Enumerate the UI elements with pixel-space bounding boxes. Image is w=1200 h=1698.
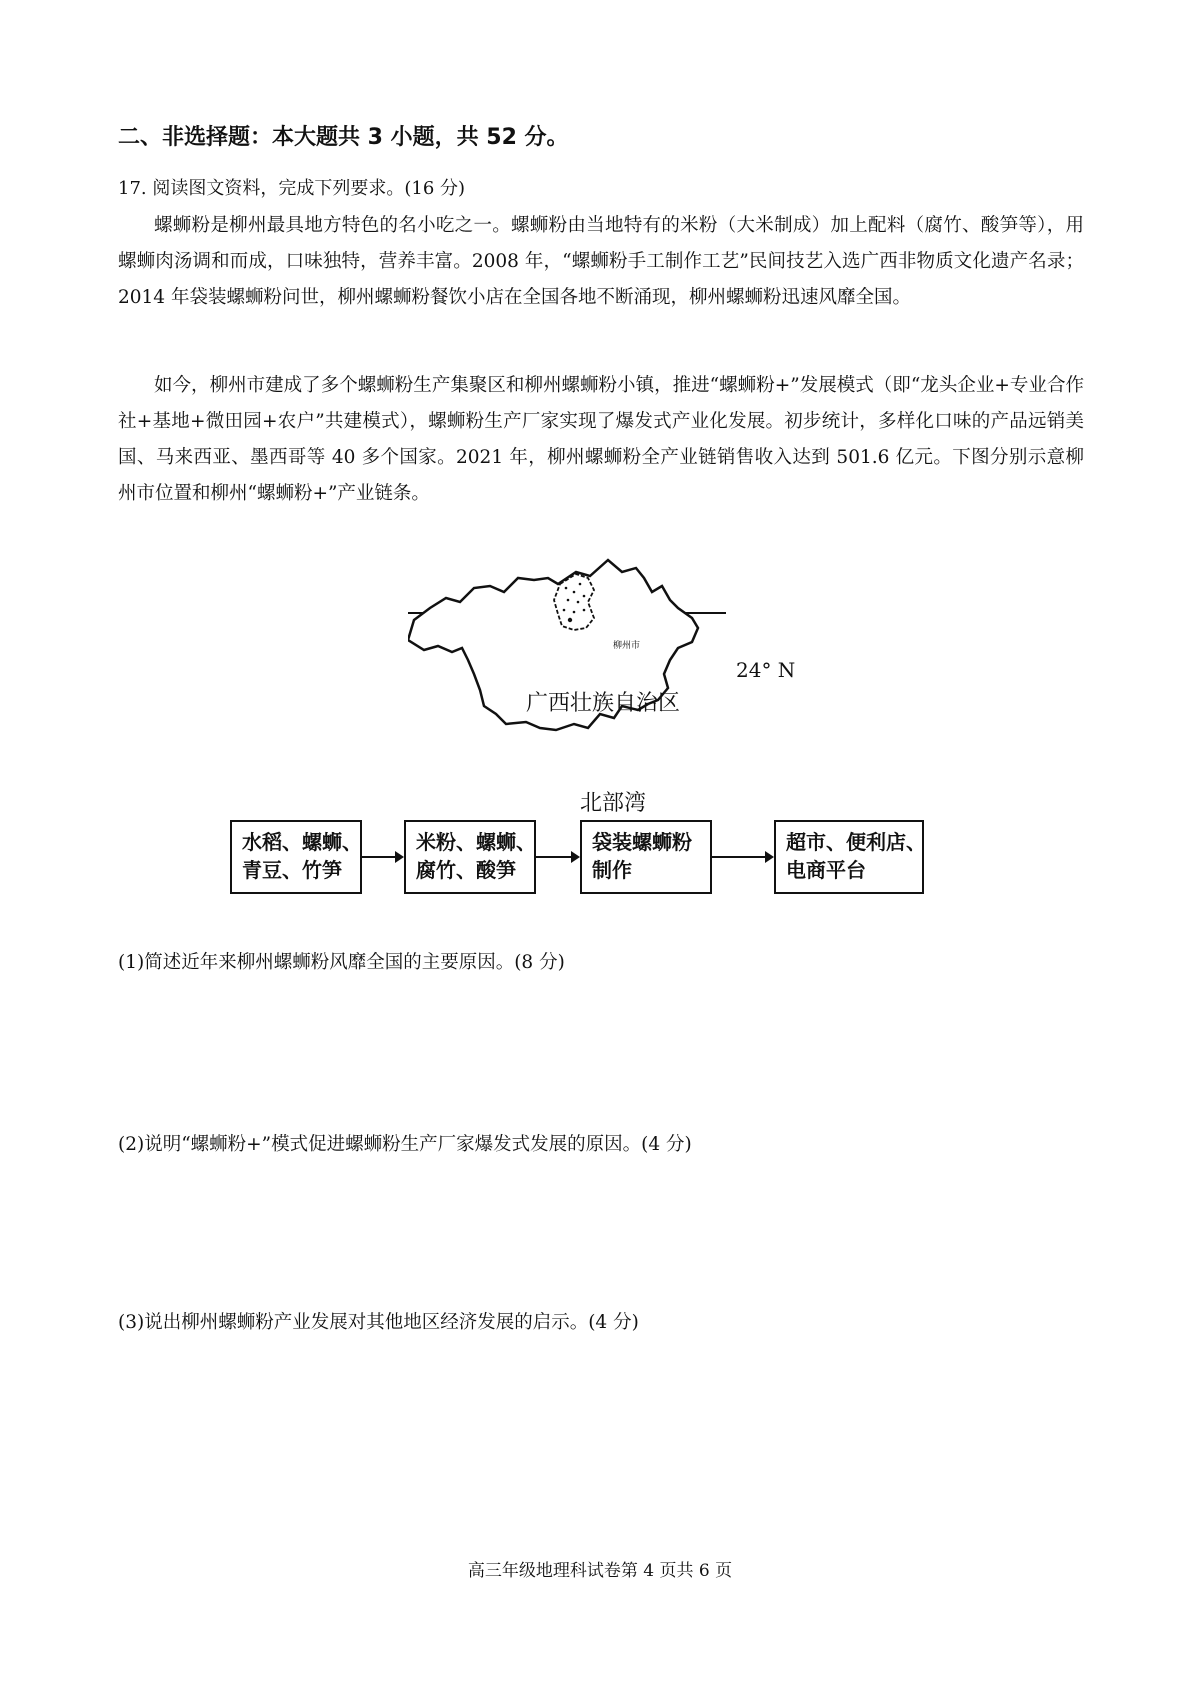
subquestion-3: (3)说出柳州螺蛳粉产业发展对其他地区经济发展的启示。(4 分) xyxy=(118,1312,639,1333)
page-footer: 高三年级地理科试卷第 4 页共 6 页 xyxy=(467,1561,733,1581)
liuzhou-city-label: 柳州市 xyxy=(613,641,641,651)
guangxi-location-map xyxy=(408,558,828,828)
subquestion-2: (2)说明“螺蛳粉+”模式促进螺蛳粉生产厂家爆发式发展的原因。(4 分) xyxy=(118,1134,692,1155)
chain-arrow-2 xyxy=(536,856,578,858)
chain-arrow-3 xyxy=(712,856,772,858)
latitude-label: 24° N xyxy=(736,658,796,682)
industry-chain-diagram xyxy=(230,820,990,910)
material-paragraph-1: 螺蛳粉是柳州最具地方特色的名小吃之一。螺蛳粉由当地特有的米粉（大米制成）加上配料（腐竹、酸笋等），用螺蛳肉汤调和而成，口味独特，营养丰富。2008 年，“螺蛳粉手工制作工艺”民间技艺入选广西非物质文化遗产名录；2014 年袋装螺蛳粉问世，柳州螺蛳粉餐饮小店在全国各地不断涌现，柳州螺蛳粉迅速风靡全国。 xyxy=(118,215,1084,308)
region-label: 广西壮族自治区 xyxy=(526,691,681,716)
question-heading: 17. 阅读图文资料，完成下列要求。(16 分) xyxy=(118,178,466,199)
chain-arrow-1 xyxy=(362,856,402,858)
gulf-label: 北部湾 xyxy=(580,791,647,816)
chain-box-production: 袋装螺蛳粉 制作 xyxy=(580,820,712,894)
chain-box-ingredients: 米粉、螺蛳、 腐竹、酸笋 xyxy=(404,820,536,894)
material-paragraph-2: 如今，柳州市建成了多个螺蛳粉生产集聚区和柳州螺蛳粉小镇，推进“螺蛳粉+”发展模式（即“龙头企业+专业合作社+基地+微田园+农户”共建模式），螺蛳粉生产厂家实现了爆发式产业化发展。初步统计，多样化口味的产品远销美国、马来西亚、墨西哥等 40 多个国家。2021 年，柳州螺蛳粉全产业链销售收入达到 501.6 亿元。下图分别示意柳州市位置和柳州“螺蛳粉+”产业链条。 xyxy=(118,375,1084,504)
chain-box-raw-materials: 水稻、螺蛳、 青豆、竹笋 xyxy=(230,820,362,894)
chain-box-sales: 超市、便利店、 电商平台 xyxy=(774,820,924,894)
subquestion-1: (1)简述近年来柳州螺蛳粉风靡全国的主要原因。(8 分) xyxy=(118,952,565,973)
section-title: 二、非选择题：本大题共 3 小题，共 52 分。 xyxy=(118,125,569,150)
